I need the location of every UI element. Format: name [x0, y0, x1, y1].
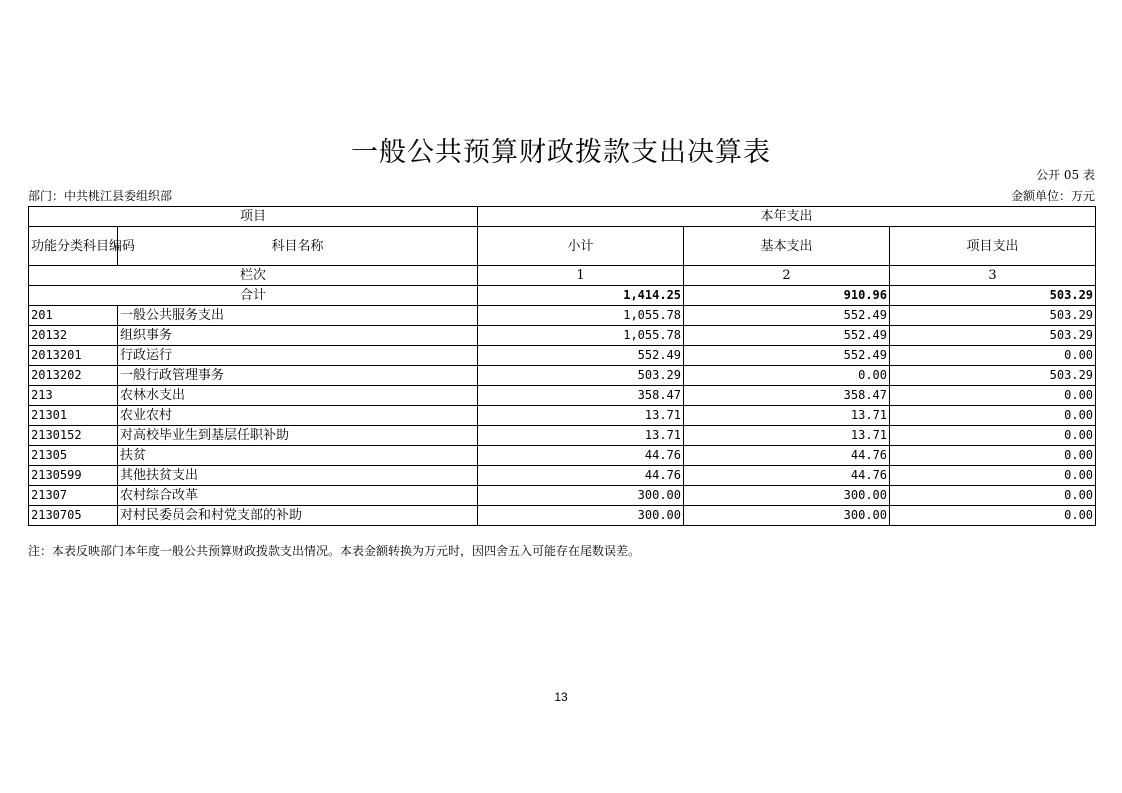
- row-code: 21301: [29, 406, 118, 426]
- total-subtotal: 1,414.25: [478, 286, 684, 306]
- expenditure-table: [28, 206, 1096, 526]
- table-row: [29, 326, 1096, 346]
- table-row: [29, 426, 1096, 446]
- row-code: 213: [29, 386, 118, 406]
- table-row: [29, 366, 1096, 386]
- header-current-year: 本年支出: [478, 207, 1096, 227]
- row-basic: 300.00: [684, 486, 890, 506]
- row-name: 农业农村: [118, 406, 478, 426]
- table-row: [29, 346, 1096, 366]
- table-row: [29, 486, 1096, 506]
- header-project: 项目支出: [890, 227, 1096, 266]
- row-name: 对高校毕业生到基层任职补助: [118, 426, 478, 446]
- table-row: [29, 506, 1096, 526]
- total-project: 503.29: [890, 286, 1096, 306]
- row-subtotal: 503.29: [478, 366, 684, 386]
- row-name: 一般公共服务支出: [118, 306, 478, 326]
- row-subtotal: 1,055.78: [478, 306, 684, 326]
- row-subtotal: 300.00: [478, 486, 684, 506]
- row-basic: 358.47: [684, 386, 890, 406]
- row-code: 21307: [29, 486, 118, 506]
- row-project: 503.29: [890, 326, 1096, 346]
- row-basic: 44.76: [684, 446, 890, 466]
- column-number-3: 3: [890, 266, 1096, 286]
- department-label: 部门：中共桃江县委组织部: [28, 189, 173, 203]
- row-subtotal: 552.49: [478, 346, 684, 366]
- column-label: 栏次: [29, 266, 478, 286]
- header-name: 科目名称: [118, 227, 478, 266]
- table-row: [29, 446, 1096, 466]
- row-project: 0.00: [890, 386, 1096, 406]
- row-code: 2013202: [29, 366, 118, 386]
- row-code: 21305: [29, 446, 118, 466]
- row-subtotal: 13.71: [478, 426, 684, 446]
- row-project: 0.00: [890, 506, 1096, 526]
- row-subtotal: 44.76: [478, 446, 684, 466]
- row-subtotal: 358.47: [478, 386, 684, 406]
- row-project: 0.00: [890, 426, 1096, 446]
- row-basic: 13.71: [684, 426, 890, 446]
- row-basic: 300.00: [684, 506, 890, 526]
- footnote: 注：本表反映部门本年度一般公共预算财政拨款支出情况。本表金额转换为万元时，因四舍五入可能存在尾数误差。: [28, 544, 641, 558]
- row-basic: 0.00: [684, 366, 890, 386]
- row-project: 0.00: [890, 346, 1096, 366]
- header-code: 功能分类科目编码: [29, 227, 118, 266]
- header-subtotal: 小计: [478, 227, 684, 266]
- row-project: 0.00: [890, 406, 1096, 426]
- header-row-2: [29, 227, 1096, 266]
- header-row-1: [29, 207, 1096, 227]
- row-name: 组织事务: [118, 326, 478, 346]
- column-number-1: 1: [478, 266, 684, 286]
- total-label: 合计: [29, 286, 478, 306]
- row-project: 503.29: [890, 366, 1096, 386]
- row-basic: 44.76: [684, 466, 890, 486]
- page-title: 一般公共预算财政拨款支出决算表: [351, 137, 771, 168]
- row-subtotal: 300.00: [478, 506, 684, 526]
- row-name: 一般行政管理事务: [118, 366, 478, 386]
- row-code: 2130705: [29, 506, 118, 526]
- row-project: 503.29: [890, 306, 1096, 326]
- row-name: 行政运行: [118, 346, 478, 366]
- row-name: 农村综合改革: [118, 486, 478, 506]
- header-basic: 基本支出: [684, 227, 890, 266]
- table-row: [29, 386, 1096, 406]
- row-basic: 13.71: [684, 406, 890, 426]
- header-item: 项目: [29, 207, 478, 227]
- row-code: 20132: [29, 326, 118, 346]
- row-project: 0.00: [890, 466, 1096, 486]
- row-basic: 552.49: [684, 306, 890, 326]
- row-code: 201: [29, 306, 118, 326]
- column-number-row: [29, 266, 1096, 286]
- row-project: 0.00: [890, 446, 1096, 466]
- row-name: 对村民委员会和村党支部的补助: [118, 506, 478, 526]
- page-number: 13: [554, 690, 568, 704]
- row-subtotal: 1,055.78: [478, 326, 684, 346]
- row-code: 2130599: [29, 466, 118, 486]
- row-code: 2013201: [29, 346, 118, 366]
- total-basic: 910.96: [684, 286, 890, 306]
- total-row: [29, 286, 1096, 306]
- row-code: 2130152: [29, 426, 118, 446]
- row-subtotal: 44.76: [478, 466, 684, 486]
- unit-label: 金额单位：万元: [1010, 189, 1095, 203]
- column-number-2: 2: [684, 266, 890, 286]
- table-row: [29, 466, 1096, 486]
- table-row: [29, 406, 1096, 426]
- row-name: 扶贫: [118, 446, 478, 466]
- row-basic: 552.49: [684, 326, 890, 346]
- table-row: [29, 306, 1096, 326]
- row-name: 农林水支出: [118, 386, 478, 406]
- row-basic: 552.49: [684, 346, 890, 366]
- row-project: 0.00: [890, 486, 1096, 506]
- row-name: 其他扶贫支出: [118, 466, 478, 486]
- row-subtotal: 13.71: [478, 406, 684, 426]
- form-code: 公开 05 表: [1036, 168, 1095, 182]
